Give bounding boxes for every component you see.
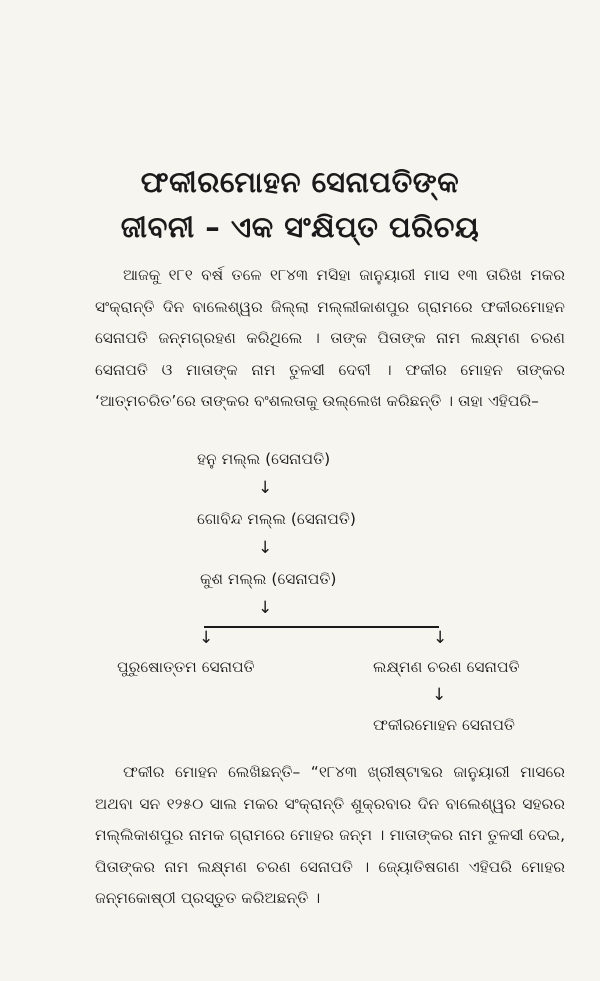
- quote-paragraph: ଫକୀର ମୋହନ ଲେଖିଛନ୍ତି– “୧୮୪୩ ଖ୍ରୀଷ୍ଟାବ୍ଦର ଜାନୁୟାରୀ ମାସରେ ଅଥବା ସନ ୧୨୫୦ ସାଲ ମକର ସଂକ୍ରାନ୍ତି ଶୁକ୍ରବାର ଦିନ ବାଲେଶ୍ୱର ସହରର ମଲ୍ଲିକାଶପୁର ନାମକ ଗ୍ରାମରେ ମୋହର ଜନ୍ମ । ମାତାଙ୍କର ନାମ ତୁଳସୀ ଦେଇ, ପିତାଙ୍କର ନାମ ଲକ୍ଷ୍ମଣ ଚରଣ ସେନାପତି । ଜ୍ୟୋତିଷଗଣ ଏହିପରି ମୋହର ଜନ୍ମକୋଷ୍ଠୀ ପ୍ରସ୍ତୁତ କରିଅଛନ୍ତି ।: [95, 763, 565, 907]
- down-arrow-icon: ↓: [258, 538, 273, 558]
- tree-node-hanu-malla: ହନୁ ମଲ୍ଲ (ସେନାପତି): [197, 450, 331, 468]
- page-title-line-2: ଜୀବନୀ – ଏକ ସଂକ୍ଷିପ୍ତ ପରିଚୟ: [120, 210, 480, 244]
- down-arrow-icon: ↓: [258, 478, 273, 498]
- intro-paragraph: ଆଜକୁ ୧୮୧ ବର୍ଷ ତଳେ ୧୮୪୩ ମସିହା ଜାନୁୟାରୀ ମାସ ୧୩ ତାରିଖ ମକର ସଂକ୍ରାନ୍ତି ଦିନ ବାଲେଶ୍ୱର ଜିଲ୍ଲା ମଲ୍ଲୀକାଶପୁର ଗ୍ରାମରେ ଫକୀରମୋହନ ସେନାପତି ଜନ୍ମଗ୍ରହଣ କରିଥିଲେ । ତାଙ୍କ ପିତାଙ୍କ ନାମ ଲକ୍ଷ୍ମଣ ଚରଣ ସେନାପତି ଓ ମାତାଙ୍କ ନାମ ତୁଳସୀ ଦେବୀ । ଫକୀର ମୋହନ ତାଙ୍କର ‘ଆତ୍ମଚରିତ’ରେ ତାଙ୍କର ବଂଶଲତାକୁ ଉଲ୍ଲେଖ କରିଛନ୍ତି । ତାହା ଏହିପରି–: [95, 266, 565, 410]
- page-title-line-1: ଫକୀରମୋହନ ସେନାପତିଙ୍କ: [140, 165, 460, 199]
- tree-node-fakiramohana: ଫକୀରମୋହନ ସେନାପତି: [373, 716, 515, 734]
- tree-node-gobinda-malla: ଗୋବିନ୍ଦ ମଲ୍ଲ (ସେନାପତି): [197, 510, 356, 528]
- down-arrow-icon: ↓: [433, 628, 448, 648]
- tree-node-purushottama: ପୁରୁଷୋତ୍ତମ ସେନାପତି: [117, 658, 255, 676]
- tree-node-kusha-malla: କୁଶ ମଲ୍ଲ (ସେନାପତି): [200, 570, 337, 588]
- down-arrow-icon: ↓: [258, 598, 273, 618]
- down-arrow-icon: ↓: [432, 685, 447, 705]
- tree-node-lakshmana-charana: ଲକ୍ଷ୍ମଣ ଚରଣ ସେନାପତି: [373, 658, 520, 676]
- branch-line: [204, 626, 439, 628]
- down-arrow-icon: ↓: [199, 628, 214, 648]
